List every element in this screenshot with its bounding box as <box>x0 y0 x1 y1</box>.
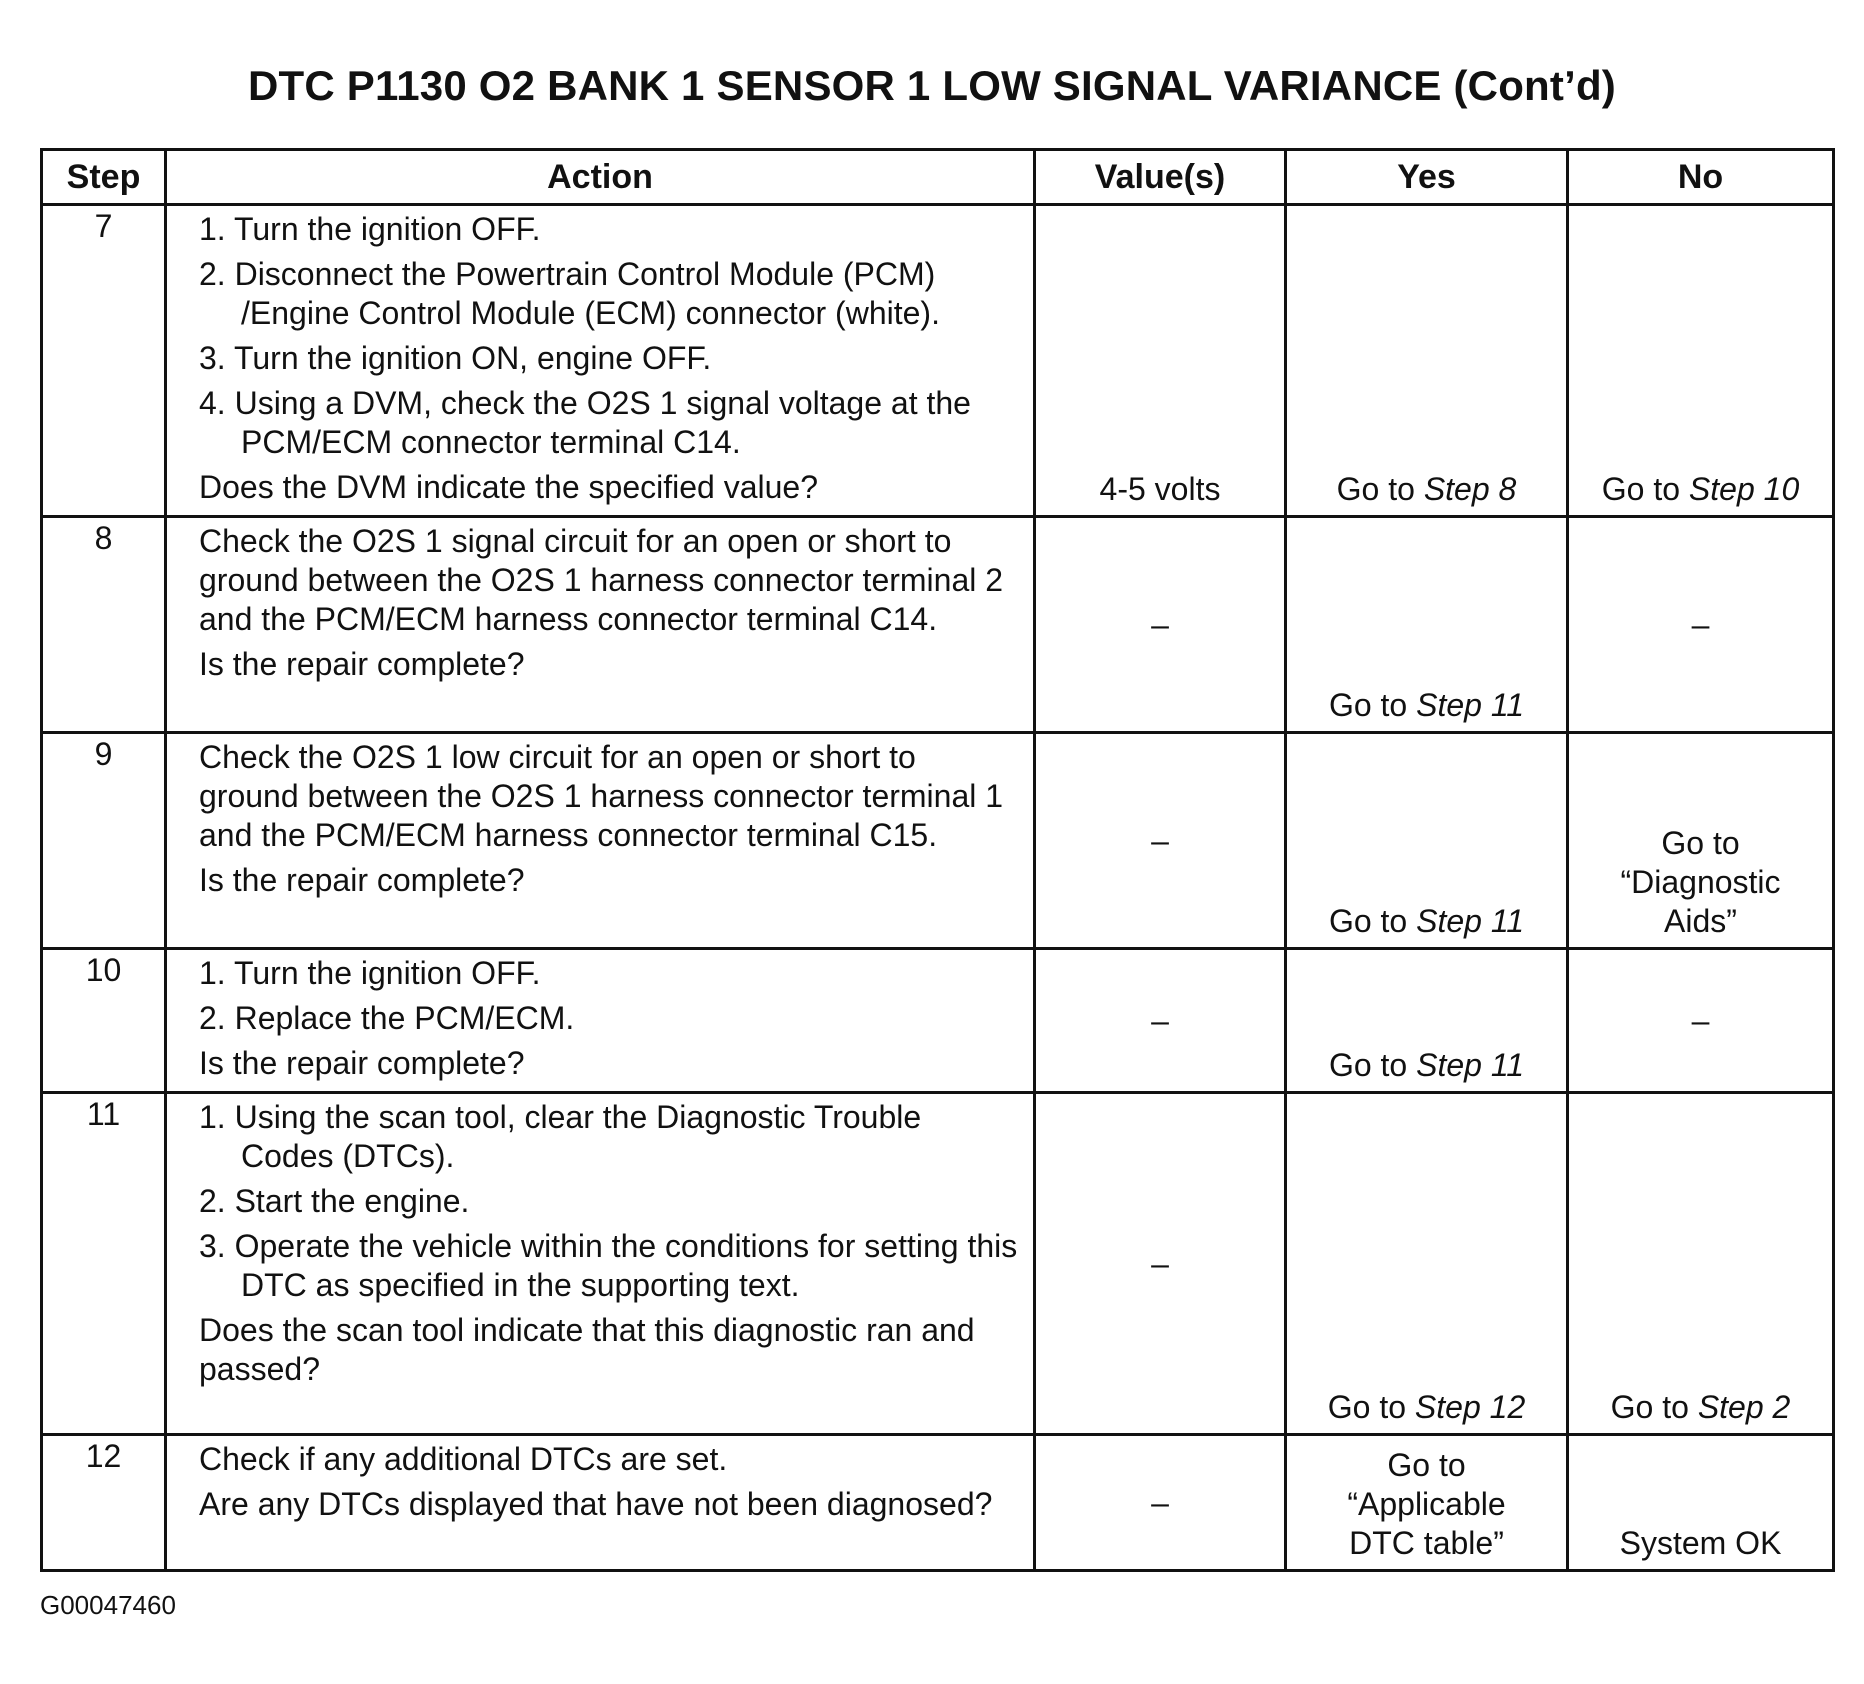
step-number: 8 <box>42 517 166 733</box>
action-list <box>199 1098 1019 1305</box>
yes-text <box>1287 470 1566 509</box>
no-cell <box>1568 517 1834 733</box>
yes-text-line: DTC table” <box>1349 1525 1504 1561</box>
action-item: 4. Using a DVM, check the O2S 1 signal voltage at the PCM/ECM connector terminal C14. <box>199 385 971 460</box>
col-header-no: No <box>1568 150 1834 205</box>
action-question: Is the repair complete? <box>199 862 525 898</box>
action-item: 1. Using the scan tool, clear the Diagnostic Trouble Codes (DTCs). <box>199 1099 922 1174</box>
action-cell <box>166 1435 1035 1571</box>
step-reference-link[interactable]: Step 8 <box>1423 471 1517 507</box>
value-cell <box>1035 517 1286 733</box>
no-text: – <box>1691 1002 1710 1038</box>
col-header-action: Action <box>166 150 1035 205</box>
value-cell <box>1035 1435 1286 1571</box>
action-cell <box>166 205 1035 517</box>
action-item: 1. Turn the ignition OFF. <box>199 955 541 991</box>
page-title: DTC P1130 O2 BANK 1 SENSOR 1 LOW SIGNAL VARIANCE (Cont’d) <box>247 62 1616 109</box>
yes-cell <box>1286 1435 1568 1571</box>
goto-prefix: Go to <box>1328 1047 1417 1083</box>
value-text: – <box>1151 1245 1169 1281</box>
no-cell <box>1568 733 1834 949</box>
action-item: 2. Disconnect the Powertrain Control Module (PCM) /Engine Control Module (ECM) connector (white). <box>199 256 940 331</box>
header-row <box>42 150 1834 205</box>
action-cell <box>166 733 1035 949</box>
yes-cell <box>1286 949 1568 1093</box>
step-reference-link[interactable]: Step 11 <box>1416 1047 1525 1083</box>
no-cell <box>1568 1093 1834 1435</box>
value-cell <box>1035 733 1286 949</box>
value-cell <box>1035 949 1286 1093</box>
goto-prefix: Go to <box>1328 903 1417 939</box>
no-text: – <box>1691 606 1710 642</box>
action-question: Is the repair complete? <box>199 646 525 682</box>
value-text: – <box>1151 822 1169 858</box>
action-item: 2. Replace the PCM/ECM. <box>199 1000 575 1036</box>
yes-text-line: “Applicable <box>1347 1486 1506 1522</box>
step-number: 7 <box>42 205 166 517</box>
col-header-yes: Yes <box>1286 150 1568 205</box>
value-cell <box>1035 1093 1286 1435</box>
table-row-step-9 <box>42 733 1834 949</box>
action-cell <box>166 517 1035 733</box>
diagnostic-aids-link[interactable] <box>1569 824 1832 941</box>
action-text: Check the O2S 1 low circuit for an open or short to ground between the O2S 1 harness connector terminal 1 and the PCM/ECM harness connector terminal C15. <box>199 739 1004 853</box>
no-text: System OK <box>1619 1525 1782 1561</box>
no-text <box>1569 470 1832 509</box>
no-cell <box>1568 949 1834 1093</box>
yes-cell <box>1286 733 1568 949</box>
col-header-step: Step <box>42 150 166 205</box>
value-text: – <box>1151 1002 1169 1038</box>
table-row-step-7 <box>42 205 1834 517</box>
yes-cell <box>1286 205 1568 517</box>
goto-prefix: Go to <box>1336 471 1424 507</box>
diagnostic-table <box>40 148 1835 1572</box>
table-row-step-11 <box>42 1093 1834 1435</box>
step-reference-link[interactable]: Step 12 <box>1414 1389 1526 1425</box>
action-list <box>199 210 1019 462</box>
no-text-line: “Diagnostic <box>1620 864 1781 900</box>
action-question: Does the DVM indicate the specified value? <box>199 469 819 505</box>
applicable-dtc-table-link[interactable] <box>1287 1446 1566 1563</box>
yes-cell <box>1286 1093 1568 1435</box>
action-item: 1. Turn the ignition OFF. <box>199 211 541 247</box>
step-reference-link[interactable]: Step 10 <box>1688 471 1800 507</box>
action-question: Are any DTCs displayed that have not been diagnosed? <box>199 1486 993 1522</box>
no-cell <box>1568 205 1834 517</box>
yes-text <box>1287 1388 1566 1427</box>
action-item: 2. Start the engine. <box>199 1183 470 1219</box>
goto-prefix: Go to <box>1610 1389 1698 1425</box>
no-text <box>1569 1388 1832 1427</box>
action-question: Is the repair complete? <box>199 1045 525 1081</box>
yes-text <box>1287 686 1566 725</box>
action-cell <box>166 949 1035 1093</box>
step-reference-link[interactable]: Step 11 <box>1416 687 1525 723</box>
action-item: 3. Turn the ignition ON, engine OFF. <box>199 340 712 376</box>
action-item: 3. Operate the vehicle within the conditions for setting this DTC as specified in the supporting text. <box>199 1228 1018 1303</box>
goto-prefix: Go to <box>1327 1389 1415 1425</box>
yes-text <box>1287 1046 1566 1085</box>
col-header-value: Value(s) <box>1035 150 1286 205</box>
yes-cell <box>1286 517 1568 733</box>
action-cell <box>166 1093 1035 1435</box>
goto-prefix: Go to <box>1601 471 1689 507</box>
yes-text <box>1287 902 1566 941</box>
table-row-step-10 <box>42 949 1834 1093</box>
action-text: Check the O2S 1 signal circuit for an open or short to ground between the O2S 1 harness connector terminal 2 and the PCM/ECM harness connector terminal C14. <box>199 523 1004 637</box>
step-number: 10 <box>42 949 166 1093</box>
no-text-line: Go to <box>1661 825 1740 861</box>
action-question: Does the scan tool indicate that this diagnostic ran and passed? <box>199 1312 975 1387</box>
table-row-step-8 <box>42 517 1834 733</box>
action-text: Check if any additional DTCs are set. <box>199 1441 728 1477</box>
table-row-step-12 <box>42 1435 1834 1571</box>
value-cell <box>1035 205 1286 517</box>
action-list <box>199 954 1019 1038</box>
no-cell <box>1568 1435 1834 1571</box>
step-reference-link[interactable]: Step 2 <box>1697 1389 1791 1425</box>
value-text: – <box>1151 606 1169 642</box>
step-number: 12 <box>42 1435 166 1571</box>
value-text: – <box>1151 1484 1169 1520</box>
figure-id: G00047460 <box>40 1590 176 1620</box>
no-text-line: Aids” <box>1664 903 1737 939</box>
yes-text-line: Go to <box>1387 1447 1466 1483</box>
value-text: 4-5 volts <box>1099 471 1221 507</box>
step-number: 9 <box>42 733 166 949</box>
goto-prefix: Go to <box>1328 687 1417 723</box>
step-number: 11 <box>42 1093 166 1435</box>
step-reference-link[interactable]: Step 11 <box>1416 903 1525 939</box>
